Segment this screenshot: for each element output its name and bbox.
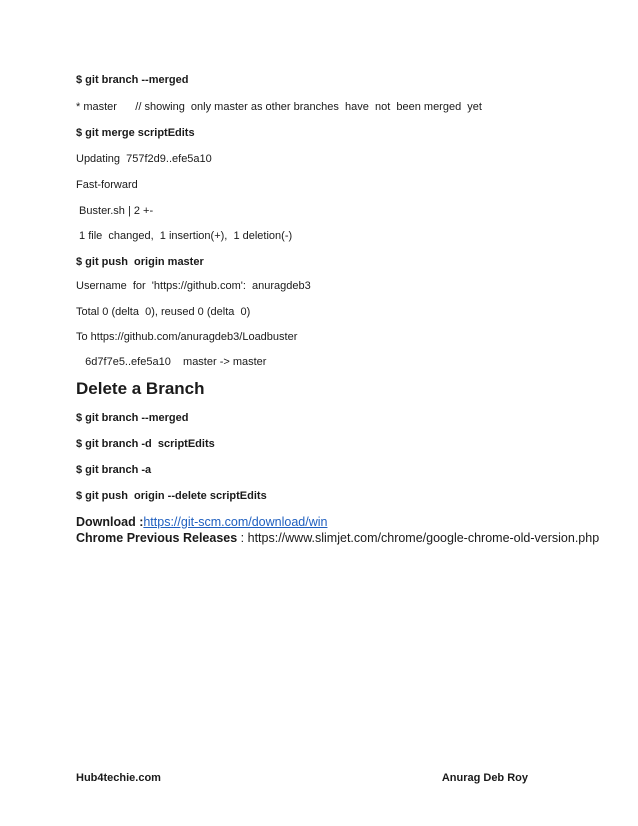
download-line — [76, 514, 327, 530]
cmd-delete-push-origin: $ git push origin --delete scriptEdits — [76, 490, 267, 502]
download-link[interactable]: https://git-scm.com/download/win — [143, 515, 328, 529]
output-to-remote: To https://github.com/anuragdeb3/Loadbuster — [76, 331, 298, 343]
output-fast-forward: Fast-forward — [76, 179, 138, 191]
cmd-branch-merged: $ git branch --merged — [76, 74, 189, 86]
output-master-ref: 6d7f7e5..efe5a10 master -> master — [76, 356, 267, 368]
chrome-releases-url: https://www.slimjet.com/chrome/google-chrome-old-version.php — [247, 531, 600, 545]
chrome-separator: : — [237, 531, 248, 545]
output-username: Username for 'https://github.com': anuragdeb3 — [76, 280, 311, 292]
output-total: Total 0 (delta 0), reused 0 (delta 0) — [76, 306, 251, 318]
cmd-delete-branch-a: $ git branch -a — [76, 464, 152, 476]
chrome-releases-label: Chrome Previous Releases — [76, 531, 238, 545]
output-file-changed: 1 file changed, 1 insertion(+), 1 deletion(-) — [76, 230, 293, 242]
footer-site: Hub4techie.com — [76, 772, 161, 784]
cmd-push-origin-master: $ git push origin master — [76, 256, 204, 268]
output-master-branch: * master // showing only master as other branches have not been merged yet — [76, 101, 482, 113]
section-heading-delete-branch: Delete a Branch — [76, 379, 205, 398]
chrome-releases-line — [76, 530, 599, 546]
output-updating: Updating 757f2d9..efe5a10 — [76, 153, 212, 165]
output-buster-sh: Buster.sh | 2 +- — [76, 205, 154, 217]
cmd-delete-branch-merged: $ git branch --merged — [76, 412, 189, 424]
footer-author: Anurag Deb Roy — [441, 772, 528, 784]
cmd-delete-branch-d: $ git branch -d scriptEdits — [76, 438, 215, 450]
cmd-merge-scriptedits: $ git merge scriptEdits — [76, 127, 195, 139]
download-label: Download : — [76, 515, 144, 529]
